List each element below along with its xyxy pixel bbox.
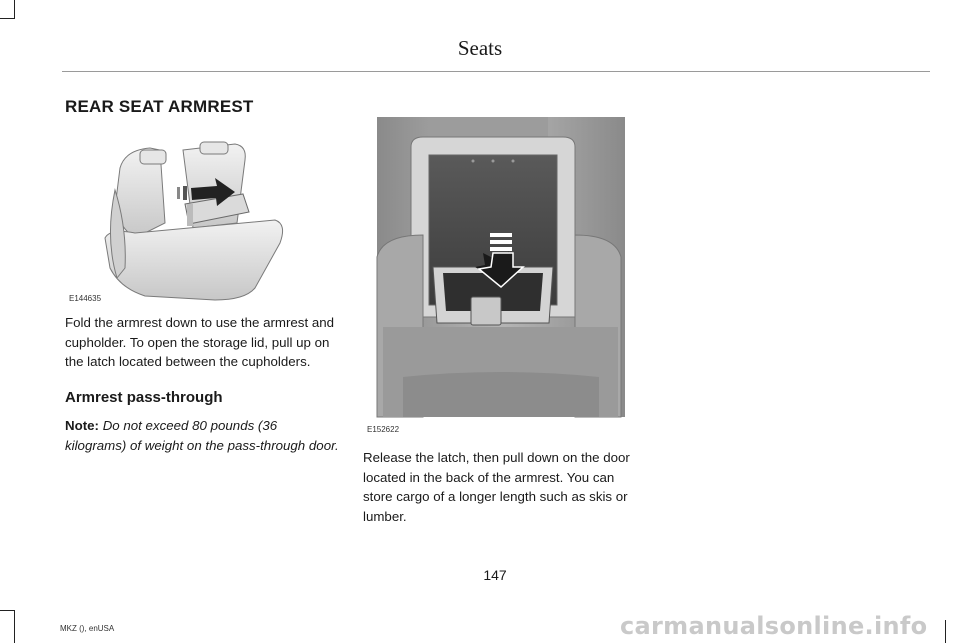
crop-mark: [0, 18, 15, 19]
subheading-armrest-pass-through: Armrest pass-through: [65, 389, 223, 406]
figure-code: E152622: [367, 425, 400, 434]
fold-armrest-paragraph: Fold the armrest down to use the armrest and cupholder. To open the storage lid, pull up on the latch located between the cupholders.: [65, 315, 335, 369]
crop-mark: [0, 610, 15, 611]
watermark-text: carmanualsonline.info: [620, 612, 928, 640]
release-latch-paragraph: Release the latch, then pull down on the door located in the back of the armrest. You can store cargo of a longer length such as skis or lumber.: [363, 450, 630, 524]
header-rule: [62, 71, 930, 72]
document-code: MKZ (), enUSA: [60, 624, 115, 633]
rear-seat-illustration: [65, 128, 345, 308]
section-title: REAR SEAT ARMREST: [65, 97, 254, 116]
figure-code: E144635: [69, 294, 102, 303]
page-number: 147: [483, 567, 507, 583]
note-label: Note:: [65, 418, 99, 433]
pass-through-illustration: [363, 117, 635, 439]
note-paragraph: [65, 416, 340, 455]
rear-seat-figure: [65, 128, 345, 308]
page-header-title: Seats: [457, 36, 503, 60]
pass-through-figure: [363, 117, 635, 439]
crop-mark: [14, 610, 15, 643]
crop-mark: [14, 0, 15, 18]
note-text: Do not exceed 80 pounds (36 kilograms) of weight on the pass-through door.: [65, 418, 339, 453]
crop-mark: [945, 620, 946, 643]
